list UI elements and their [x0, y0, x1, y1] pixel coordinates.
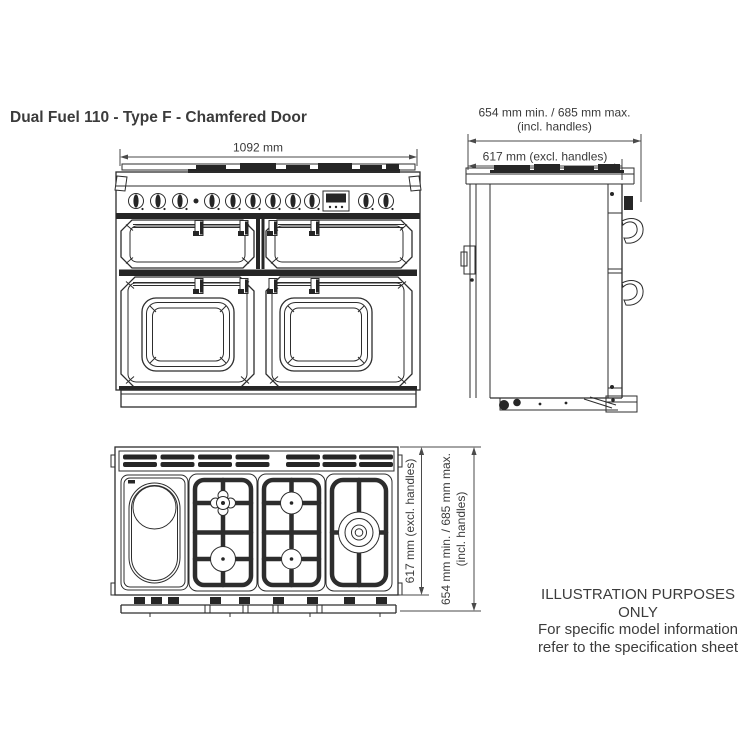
side-body [461, 184, 633, 398]
door-upper-left [121, 220, 254, 268]
handle-bracket [193, 221, 204, 237]
disclaimer-line-2: For specific model information [537, 621, 739, 638]
control-panel [115, 176, 421, 219]
side-door-handle [622, 281, 643, 306]
side-control-knob [624, 196, 633, 210]
side-depth-excl-label: 617 mm (excl. handles) [482, 149, 608, 164]
front-view [115, 141, 421, 408]
door-row-gap [119, 270, 417, 277]
front-rail-plan [121, 597, 396, 617]
rear-vent-rail [119, 451, 394, 471]
handle-bracket [193, 279, 204, 295]
door-divider [262, 219, 265, 269]
cross-burner [211, 491, 236, 516]
control-knob [286, 194, 301, 211]
top-depth-incl-label-2: (incl. handles) [454, 491, 468, 567]
oven-window [280, 298, 372, 371]
disclaimer-line-1: ILLUSTRATION PURPOSES ONLY [541, 586, 735, 621]
castor-wheel [499, 400, 509, 410]
wok-burner-section [326, 474, 392, 591]
vent-slots [236, 455, 270, 468]
vent-slots [123, 455, 157, 468]
side-depth-incl-label-2: (incl. handles) [517, 119, 592, 134]
vent-slots [161, 455, 195, 468]
front-width-dimension [120, 141, 417, 167]
burner-section-left [189, 474, 257, 591]
clock-display [323, 191, 349, 211]
vent-slots [359, 455, 393, 468]
burner-section-middle [258, 474, 325, 591]
handle-bracket [309, 221, 320, 237]
side-base [490, 396, 637, 412]
control-knob [151, 194, 166, 211]
panel-corner-trim-right [409, 176, 421, 191]
handle-bracket [238, 279, 249, 295]
plinth [119, 386, 417, 407]
vent-slots [323, 455, 357, 468]
control-knob [173, 194, 188, 211]
top-depth-incl-label-1: 654 mm min. / 685 mm max. [439, 452, 453, 606]
panel-corner-trim-left [115, 176, 127, 191]
cooker-body-outline [116, 172, 420, 390]
handle-bracket [267, 221, 278, 237]
control-knob [266, 194, 281, 211]
gas-burner [211, 547, 236, 572]
side-depth-incl-label-1: 654 mm min. / 685 mm max. [478, 105, 631, 120]
control-knob [246, 194, 261, 211]
control-knob [129, 194, 144, 211]
door-lower-right [266, 277, 412, 388]
oven-window [142, 298, 234, 371]
top-depth-excl-label: 617 mm (excl. handles) [403, 458, 417, 584]
door-divider [256, 219, 260, 269]
handle-bracket [238, 221, 249, 237]
castor-wheel [513, 399, 521, 407]
gas-burner [281, 492, 303, 514]
control-knob [305, 194, 320, 211]
disclaimer [527, 586, 749, 656]
top-view [111, 447, 481, 617]
handle-bracket [267, 279, 278, 295]
front-width-dimension-label: 1092 mm [232, 140, 284, 155]
control-knob [226, 194, 241, 211]
side-view [461, 106, 643, 413]
door-upper-right [266, 220, 412, 268]
disclaimer-line-3: refer to the specification sheet [537, 638, 739, 656]
gas-burner [282, 549, 302, 569]
control-knob [359, 194, 374, 211]
page-title: Dual Fuel 110 - Type F - Chamfered Door [10, 109, 307, 126]
control-knob [205, 194, 220, 211]
vent-slots [286, 455, 320, 468]
side-hob-top [466, 164, 634, 184]
ignition-button [194, 199, 199, 204]
control-knob [379, 194, 394, 211]
vent-slots [198, 455, 232, 468]
door-lower-left [121, 277, 254, 388]
griddle-plate [121, 475, 188, 590]
handle-bracket [309, 279, 320, 295]
side-door-handle [622, 219, 643, 244]
wok-burner [339, 512, 380, 553]
